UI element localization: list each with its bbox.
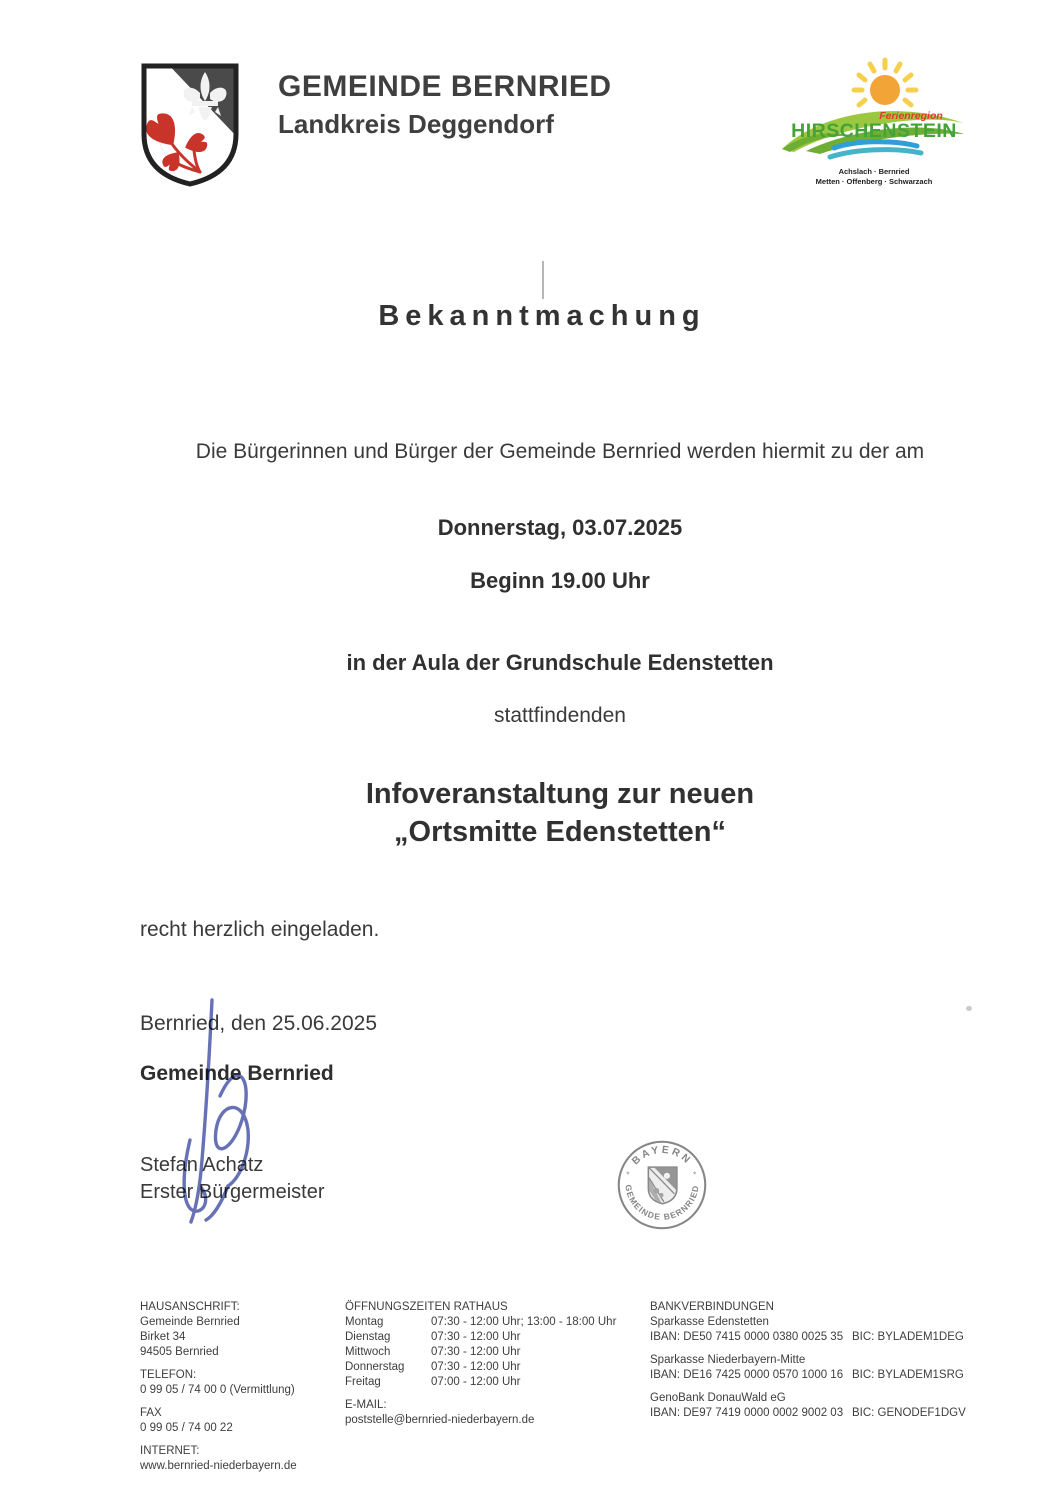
fax-heading: FAX (140, 1407, 162, 1419)
signer-name: Stefan Achatz (140, 1154, 264, 1176)
hours-row (345, 1330, 645, 1345)
bank-iban: IBAN: DE16 7425 0000 0570 1000 16 (650, 1369, 844, 1381)
region-towns-line2: Metten · Offenberg · Schwarzach (815, 177, 933, 186)
address-line: Gemeinde Bernried (140, 1316, 240, 1328)
email-address: poststelle@bernried-niederbayern.de (345, 1414, 535, 1426)
hours-heading: ÖFFNUNGSZEITEN RATHAUS (345, 1301, 508, 1313)
hours-row (345, 1375, 645, 1390)
footer-address-column (140, 1300, 340, 1482)
document-title: Bekanntmachung (378, 300, 706, 332)
bank-bic: BIC: BYLADEM1SRG (852, 1369, 964, 1381)
municipality-name: GEMEINDE BERNRIED (278, 70, 612, 103)
email-group (345, 1398, 645, 1428)
internet-heading: INTERNET: (140, 1445, 200, 1457)
banks-heading: BANKVERBINDUNGEN (650, 1301, 774, 1313)
district-name: Landkreis Deggendorf (278, 109, 554, 139)
bank-bic: BIC: GENODEF1DGV (852, 1407, 966, 1419)
intro-line: Die Bürgerinnen und Bürger der Gemeinde Bernried werden hiermit zu der am (195, 440, 925, 463)
fold-mark (542, 261, 544, 299)
bernried-coat-of-arms (138, 60, 242, 188)
event-date: Donnerstag, 03.07.2025 (437, 515, 683, 540)
signing-organization: Gemeinde Bernried (140, 1062, 334, 1085)
hours-time: 07:30 - 12:00 Uhr (431, 1331, 521, 1343)
bank-entry (650, 1391, 980, 1421)
region-towns-line1: Achslach · Bernried (838, 167, 910, 176)
event-title-line1: Infoveranstaltung zur neuen (365, 778, 755, 810)
hours-time: 07:30 - 12:00 Uhr (431, 1361, 521, 1373)
footer-hours-column (345, 1300, 645, 1428)
hours-row (345, 1345, 645, 1360)
closing-line: recht herzlich eingeladen. (140, 918, 380, 941)
hours-day: Montag (345, 1316, 384, 1328)
internet-group (140, 1444, 340, 1474)
bank-name: Sparkasse Edenstetten (650, 1316, 769, 1328)
event-title (60, 775, 1060, 851)
hours-time: 07:30 - 12:00 Uhr; 13:00 - 18:00 Uhr (431, 1316, 617, 1328)
footer-banks-column (650, 1300, 980, 1429)
handwritten-signature (158, 992, 278, 1232)
address-line: 94505 Bernried (140, 1346, 219, 1358)
hours-day: Dienstag (345, 1331, 391, 1343)
hours-time: 07:00 - 12:00 Uhr (431, 1376, 521, 1388)
hours-day: Mittwoch (345, 1346, 391, 1358)
signer-role: Erster Bürgermeister (140, 1181, 325, 1203)
hours-day: Freitag (345, 1376, 381, 1388)
phone-group (140, 1368, 340, 1398)
phone-number: 0 99 05 / 74 00 0 (Vermittlung) (140, 1384, 295, 1396)
phone-heading: TELEFON: (140, 1369, 197, 1381)
event-location: in der Aula der Grundschule Edenstetten (346, 650, 774, 675)
bank-entry (650, 1353, 980, 1383)
fax-number: 0 99 05 / 74 00 22 (140, 1422, 233, 1434)
waves-icon (830, 142, 921, 157)
header-title-block (278, 70, 612, 140)
seal-left-mark: * (626, 1169, 630, 1180)
seal-top-text: BAYERN (630, 1144, 694, 1168)
sun-icon (870, 75, 900, 105)
seal-shield (648, 1167, 677, 1204)
hirschenstein-region-logo (778, 52, 970, 190)
email-heading: E-MAIL: (345, 1399, 387, 1411)
scan-speck (966, 1006, 972, 1011)
fax-group (140, 1406, 340, 1436)
bank-bic: BIC: BYLADEM1DEG (852, 1331, 964, 1343)
connector-line: stattfindenden (494, 704, 626, 727)
seal-bottom-text: GEMEINDE BERNRIED (623, 1183, 701, 1222)
hours-row (345, 1315, 645, 1330)
address-heading: HAUSANSCHRIFT: (140, 1301, 240, 1313)
bank-iban: IBAN: DE97 7419 0000 0002 9002 03 (650, 1407, 844, 1419)
official-seal (615, 1138, 709, 1232)
address-group (140, 1300, 340, 1360)
bank-name: Sparkasse Niederbayern-Mitte (650, 1354, 806, 1366)
address-line: Birket 34 (140, 1331, 186, 1343)
event-time: Beginn 19.00 Uhr (470, 568, 650, 593)
hours-time: 07:30 - 12:00 Uhr (431, 1346, 521, 1358)
seal-right-mark: * (693, 1169, 697, 1180)
hours-row (345, 1360, 645, 1375)
bank-iban: IBAN: DE50 7415 0000 0380 0025 35 (650, 1331, 844, 1343)
event-title-line2: „Ortsmitte Edenstetten“ (394, 816, 726, 848)
hours-day: Donnerstag (345, 1361, 405, 1373)
bank-entry (650, 1315, 980, 1345)
region-name: HIRSCHENSTEIN (791, 120, 957, 142)
region-tagline: Ferienregion (879, 110, 943, 122)
place-and-date: Bernried, den 25.06.2025 (140, 1012, 378, 1035)
bank-name: GenoBank DonauWald eG (650, 1392, 786, 1404)
website-url: www.bernried-niederbayern.de (140, 1460, 297, 1472)
